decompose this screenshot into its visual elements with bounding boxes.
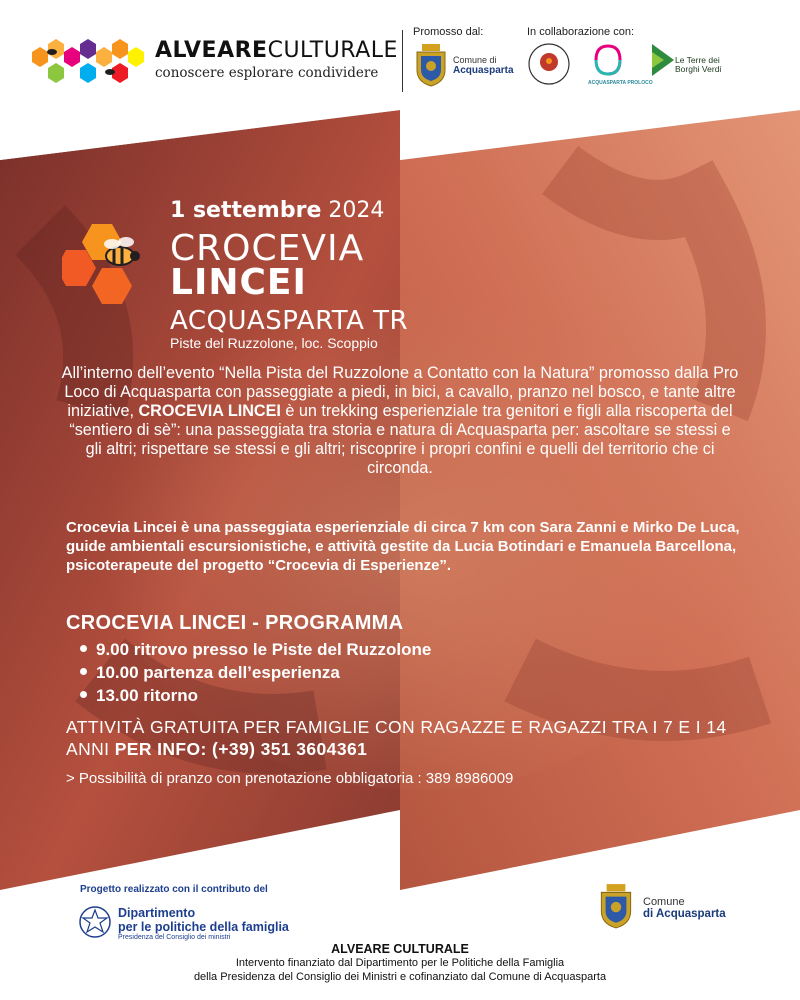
comune-small-line1: Comune di [453,55,497,65]
lunch-notice: > Possibilità di pranzo con prenotazione obbligatoria : 389 8986009 [66,770,514,787]
free-activity-notice [66,716,766,760]
italian-republic-emblem-icon [78,903,112,941]
info-phone: PER INFO: (+39) 351 3604361 [114,739,368,759]
footer-line2: della Presidenza del Consiglio dei Ministri e cofinanziato dal Comune di Acquasparta [193,971,607,983]
comune-crest-footer-icon [597,882,635,930]
description-paragraph: Crocevia Lincei è una passeggiata esperienziale di circa 7 km con Sara Zanni e Mirko De Luca, guide ambientali escursionistiche, e attività gestite da Lucia Botindari e Emanuela Barcellona, psicoterapeute del progetto “Crocevia di Esperienze”. [66,519,740,574]
brand-title [155,38,398,63]
free-text: ATTIVITÀ GRATUITA PER FAMIGLIE CON RAGAZZE E RAGAZZI TRA I 7 E I 14 ANNI [66,717,727,759]
program-item [80,638,431,661]
department-line1: Dipartimento [118,906,196,920]
intro-part1: All’interno dell’evento “Nella Pista del Ruzzolone a Contatto con la Natura” promosso dalla Pro Loco di Acquasparta con passeggiate a piedi, in bici, a cavallo, pranzo nel bosco, e tante altre iniziative, [61,364,739,420]
collab-label: In collaborazione con: [527,26,635,38]
bullet-icon [80,668,87,675]
program-item [80,661,431,684]
promoted-label: Promosso dal: [413,26,484,38]
terre-borghi-logo-icon [650,40,676,80]
terre-borghi-label: Le Terre dei Borghi Verdi [675,55,722,74]
footer-line1: Intervento finanziato dal Dipartimento per le Politiche della Famiglia [235,957,565,969]
brand-light: CULTURALE [267,38,398,63]
intro-part2: è un trekking esperienziale tra genitori e figli alla riscoperta del “sentiero di sè”: una passeggiata tra storia e natura di Acquasparta per: ascoltare se stessi e gli altri; rispettare se stessi e gli altri; riscoprire i propri confini e quelli del territorio che ci circonda. [69,402,733,477]
comune-small-label [453,55,514,76]
event-place: ACQUASPARTA TR [170,306,409,336]
proloco-logo-icon [588,40,628,80]
comune-footer-label [643,896,726,920]
event-date [170,198,384,223]
header-divider [402,30,403,92]
comune-small-line2: Acquasparta [453,65,514,76]
date-year: 2024 [328,198,385,223]
footer-org: ALVEARE CULTURALE [331,942,469,956]
comune-crest-icon [413,42,449,88]
bullet-icon [80,691,87,698]
comune-footer-line2: di Acquasparta [643,908,726,920]
honeycomb-logo-icon [18,30,148,96]
event-subplace: Piste del Ruzzolone, loc. Scoppio [170,335,378,351]
program-item-text: 10.00 partenza dell’esperienza [96,663,340,682]
brand-bold: ALVEARE [155,38,268,63]
project-label: Progetto realizzato con il contributo del [80,884,268,895]
department-line2: per le politiche della famiglia [118,920,289,934]
date-day: 1 settembre [170,198,322,223]
department-sub: Presidenza del Consiglio dei ministri [118,934,231,941]
intro-paragraph [60,364,740,478]
department-name [118,906,289,934]
program-title: CROCEVIA LINCEI - PROGRAMMA [66,612,404,634]
ecomuseo-badge-icon [527,42,571,86]
program-item-text: 13.00 ritorno [96,686,199,705]
header [0,0,800,110]
brand-block [155,38,398,81]
event-content [0,110,800,890]
event-panel [0,110,800,890]
event-title-line2: LINCEI [170,262,307,303]
program-item [80,684,431,707]
bee-honeycomb-icon [62,220,162,316]
brand-tagline: conoscere esplorare condividere [155,65,379,81]
comune-footer-line1: Comune [643,896,685,908]
intro-bold: CROCEVIA LINCEI [138,402,281,420]
proloco-label: ACQUASPARTA PROLOCO [588,80,653,86]
event-title-line1: CROCEVIA [170,228,365,269]
program-item-text: 9.00 ritrovo presso le Piste del Ruzzolone [96,640,432,659]
program-list [80,638,431,707]
bullet-icon [80,645,87,652]
